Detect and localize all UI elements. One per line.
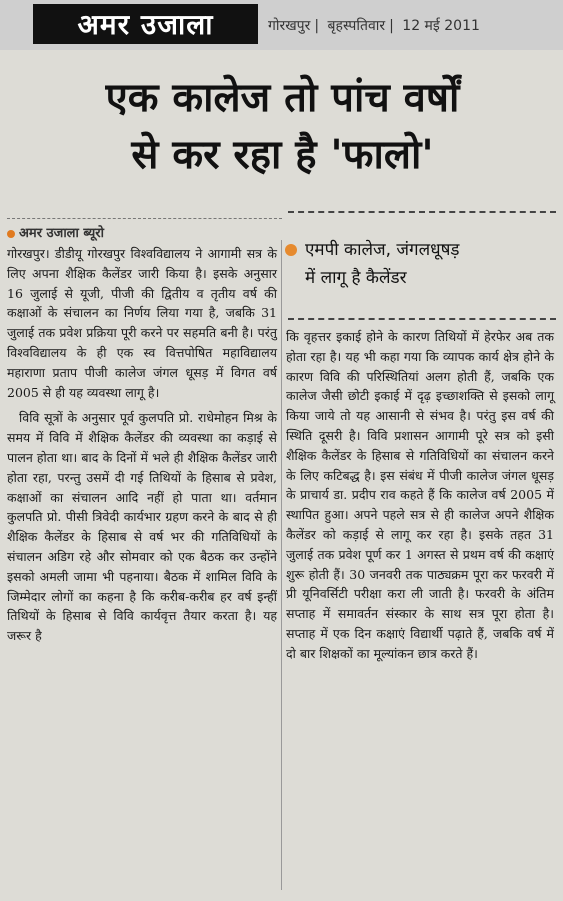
- subheading-line-1: एमपी कालेज, जंगलधूषड़: [305, 240, 460, 260]
- article-paragraph: कि वृहत्तर इकाई होने के कारण तिथियों में हेरफेर अब तक होता रहा है। यह भी कहा गया कि व्यापक कार्य क्षेत्र होने के कारण विवि की परिस्थितियां अलग होती हैं, जबकि एक कालेज जैसी छोटी इकाई में दृढ़ इच्छाशक्ति से इसको लागू किया जाये तो यह आसानी से संभव है। परंतु इस वर्ष की स्थिति दूसरी है। विवि प्रशासन आगामी पूरे सत्र को इसी शैक्षिक कैलेंडर के हिसाब से गतिविधियों का संचालन करने के लिए कटिबद्ध है। इस संबंध में पीजी कालेज जंगल धूसड़ के प्राचार्य डा. प्रदीप राव कहते हैं कि कालेज वर्ष 2005 में स्थापित हुआ। अपने पहले सत्र से ही कालेज अपने शैक्षिक कैलेंडर को कड़ाई से लागू कर रहा है। इसके तहत 31 जुलाई तक प्रवेश पूर्ण कर 1 अगस्त से प्रथम वर्ष की कक्षाएं शुरू होती हैं। 30 जनवरी तक पाठ्यक्रम पूरा कर फरवरी में प्री यूनिवर्सिटी परीक्षा करा ली जाती है। फरवरी के अंतिम सप्ताह में समावर्तन संस्कार के साथ सत्र पूरा होता है। सप्ताह में एक दिन कक्षाएं विद्यार्थी पढ़ाते हैं, जबकि वर्ष में दो बार शिक्षकों का मूल्यांकन छात्र करते हैं।: [286, 329, 554, 661]
- sidebar-rule-top: [288, 211, 556, 213]
- headline-line-2: से कर रहा है 'फालो': [131, 132, 434, 178]
- column-divider: [281, 240, 282, 890]
- subheading-line-2: में लागू है कैलेंडर: [305, 268, 407, 288]
- newspaper-logo: अमर उजाला: [33, 4, 258, 44]
- article-column-right: [286, 327, 554, 664]
- sidebar-rule-bottom: [288, 318, 556, 320]
- dateline-sep-1: |: [314, 18, 320, 34]
- headline-line-1: एक कालेज तो पांच वर्षों: [105, 75, 460, 121]
- dateline: [268, 16, 558, 44]
- bullet-icon: [7, 230, 15, 238]
- dateline-day: बृहस्पतिवार: [327, 18, 386, 34]
- byline-text: अमर उजाला ब्यूरो: [19, 226, 104, 241]
- headline: [10, 70, 555, 184]
- article-paragraph: विवि सूत्रों के अनुसार पूर्व कुलपति प्रो. राधेमोहन मिश्र के समय में विवि में शैक्षिक कैलेंडर की व्यवस्था का कड़ाई से पालन होता था। बाद के दिनों में भले ही शैक्षिक कैलेंडर जारी होता रहा, परन्तु उसमें दी गई तिथियों के हिसाब से प्रवेश, कक्षाओं का संचालन आदि नहीं हो पाता था। वर्तमान कुलपति प्रो. पीसी त्रिवेदी कार्यभार ग्रहण करने के बाद से ही शैक्षिक कैलेंडर के हिसाब से वर्ष भर की गतिविधियों के संचालन अडिग रहे और सोमवार को एक बैठक कर उन्होंने इसको अमली जामा भी पहनाया। बैठक में शामिल विवि के जिम्मेदार लोगों का कहना है कि करीब-करीब हर वर्ष इन्हीं तिथियों के हिसाब से विवि कार्यवृत्त तैयार करता है। यह जरूर है: [7, 410, 277, 644]
- byline: [7, 218, 282, 243]
- article-paragraph: गोरखपुर। डीडीयू गोरखपुर विश्वविद्यालय ने आगामी सत्र के लिए अपना शैक्षिक कैलेंडर जारी किया है। इसके अनुसार 16 जुलाई से यूजी, पीजी की द्वितीय व तृतीय वर्ष की कक्षाओं के संचालन का निर्णय लिया गया है, जबकि 31 जुलाई तक प्रवेश प्रक्रिया पूरी करने पर सहमति बनी है। परंतु विश्वविद्यालय के ही एक स्व वित्तपोषित महाविद्यालय महाराणा प्रताप पीजी कालेज जंगल धूसड़ में विगत वर्ष 2005 से ही यह व्यवस्था लागू है।: [7, 246, 277, 400]
- subheading: [305, 236, 555, 292]
- dateline-date: 12 मई 2011: [402, 18, 480, 34]
- dateline-sep-2: |: [389, 18, 394, 34]
- article-column-left: [7, 244, 277, 646]
- bullet-icon: [285, 244, 297, 256]
- masthead: [0, 0, 563, 50]
- dateline-city: गोरखपुर: [268, 18, 311, 34]
